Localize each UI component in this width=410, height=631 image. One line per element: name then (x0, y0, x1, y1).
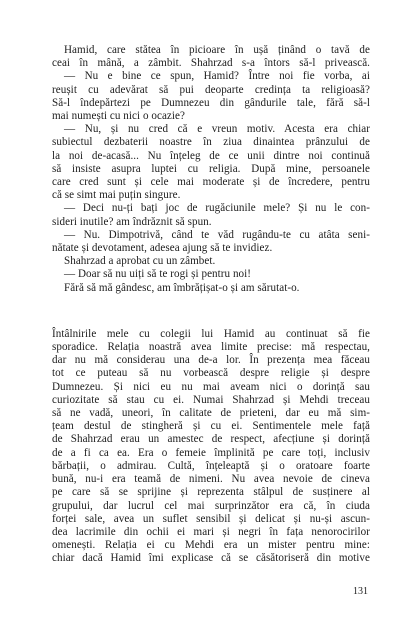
text-line: dar nu mă considerau una de-a lor. În prezența mea făceau (52, 354, 370, 367)
text-line: să ne vadă, uneori, în calitate de prieteni, dar eu mă sim- (52, 407, 370, 420)
text-line: de Shahrzad erau un amestec de respect, afecțiune și dorință (52, 433, 370, 446)
text-line: Shahrzad a aprobat cu un zâmbet. (64, 255, 216, 268)
text-line: sporadice. Relația noastră avea limite precise: mă respectau, (52, 341, 370, 354)
text-line: țeam destul de stingheră și cu ei. Sentimentele mele față (52, 420, 370, 433)
text-line: curiozitate să stau cu ei. Numai Shahrzad și Mehdi treceau (52, 393, 370, 406)
text-line: Hamid, care stătea în picioare în ușă ținând o tavă de (64, 44, 370, 56)
text-line: chiar dacă Hamid îmi explicase că se căsătoriseră din motive (52, 552, 370, 565)
text-line: dea lacrimile din ochii ei mari și negri în fața nenorocirilor (52, 525, 370, 538)
text-line: — Nu, și nu cred că e vreun motiv. Acesta era chiar (64, 123, 370, 136)
text-line: că se simt mai puțin singure. (52, 189, 181, 202)
text-line: ceai în mână, a zâmbit. Shahrzad s-a întors să-l privească. (52, 57, 370, 70)
book-page (52, 44, 370, 566)
text-line: Dumnezeu. Și nici eu nu mai aveam nici o dorință sau (52, 380, 370, 393)
text-line: nătate și devotament, adesea ajung să te invidiez. (52, 242, 273, 255)
text-line: — Nu e bine ce spun, Hamid? Între noi fie vorba, ai (64, 70, 370, 83)
text-line: tot ce puteau să nu vorbească despre religie și despre (52, 367, 370, 380)
text-line: Să-l îndepărtezi pe Dumnezeu din gândurile tale, fără să-l (52, 96, 370, 109)
text-line: bărbații, o admirau. Cultă, înțeleaptă și o oratoare foarte (52, 459, 370, 472)
text-line: Fără să mă gândesc, am îmbrățișat-o și am sărutat-o. (64, 281, 300, 294)
text-line: omenești. Relația ei cu Mehdi era un mister pentru mine: (52, 539, 370, 552)
text-line: care cred sunt și cele mai moderate și de încredere, pentru (52, 176, 370, 189)
text-line: la noi de-acasă... Nu înțeleg de ce unii dintre noi continuă (52, 149, 370, 162)
dialogue-section (52, 44, 370, 295)
text-line: — Nu. Dimpotrivă, când te văd rugându-te cu atâta seni- (64, 228, 370, 241)
page-number: 131 (353, 586, 368, 597)
text-line: pe care să se sprijine și reprezenta stâlpul de susținere al (52, 486, 370, 499)
text-line: bună, nu-i era teamă de nimeni. Nu avea nevoie de cineva (52, 473, 370, 486)
text-line: să insiste asupra luptei cu religia. După mine, persoanele (52, 162, 370, 175)
text-line: grupului, dar lucrul cel mai surprinzător era că, în ciuda (52, 499, 370, 512)
text-line: Întâlnirile mele cu colegii lui Hamid au continuat să fie (52, 327, 370, 340)
text-line: sideri inutile? am îndrăznit să spun. (52, 215, 212, 228)
text-line: subiectul dezbaterii noastre în ziua dinaintea prânzului de (52, 136, 370, 149)
text-line: reușit cu adevărat să pui deoparte credința ta religioasă? (52, 83, 370, 96)
text-line: — Doar să nu uiți să te rogi și pentru noi! (64, 268, 252, 281)
text-line: mai numești cu nici o ocazie? (52, 110, 185, 123)
narrative-section (52, 328, 370, 566)
text-line: — Deci nu-ți bați joc de rugăciunile mele? Și nu le con- (64, 202, 370, 215)
text-line: de a fi ca ea. Era o femeie împlinită pe care toți, inclusiv (52, 446, 370, 459)
text-line: forței sale, avea un suflet sensibil și delicat și nu-și ascun- (52, 512, 370, 525)
